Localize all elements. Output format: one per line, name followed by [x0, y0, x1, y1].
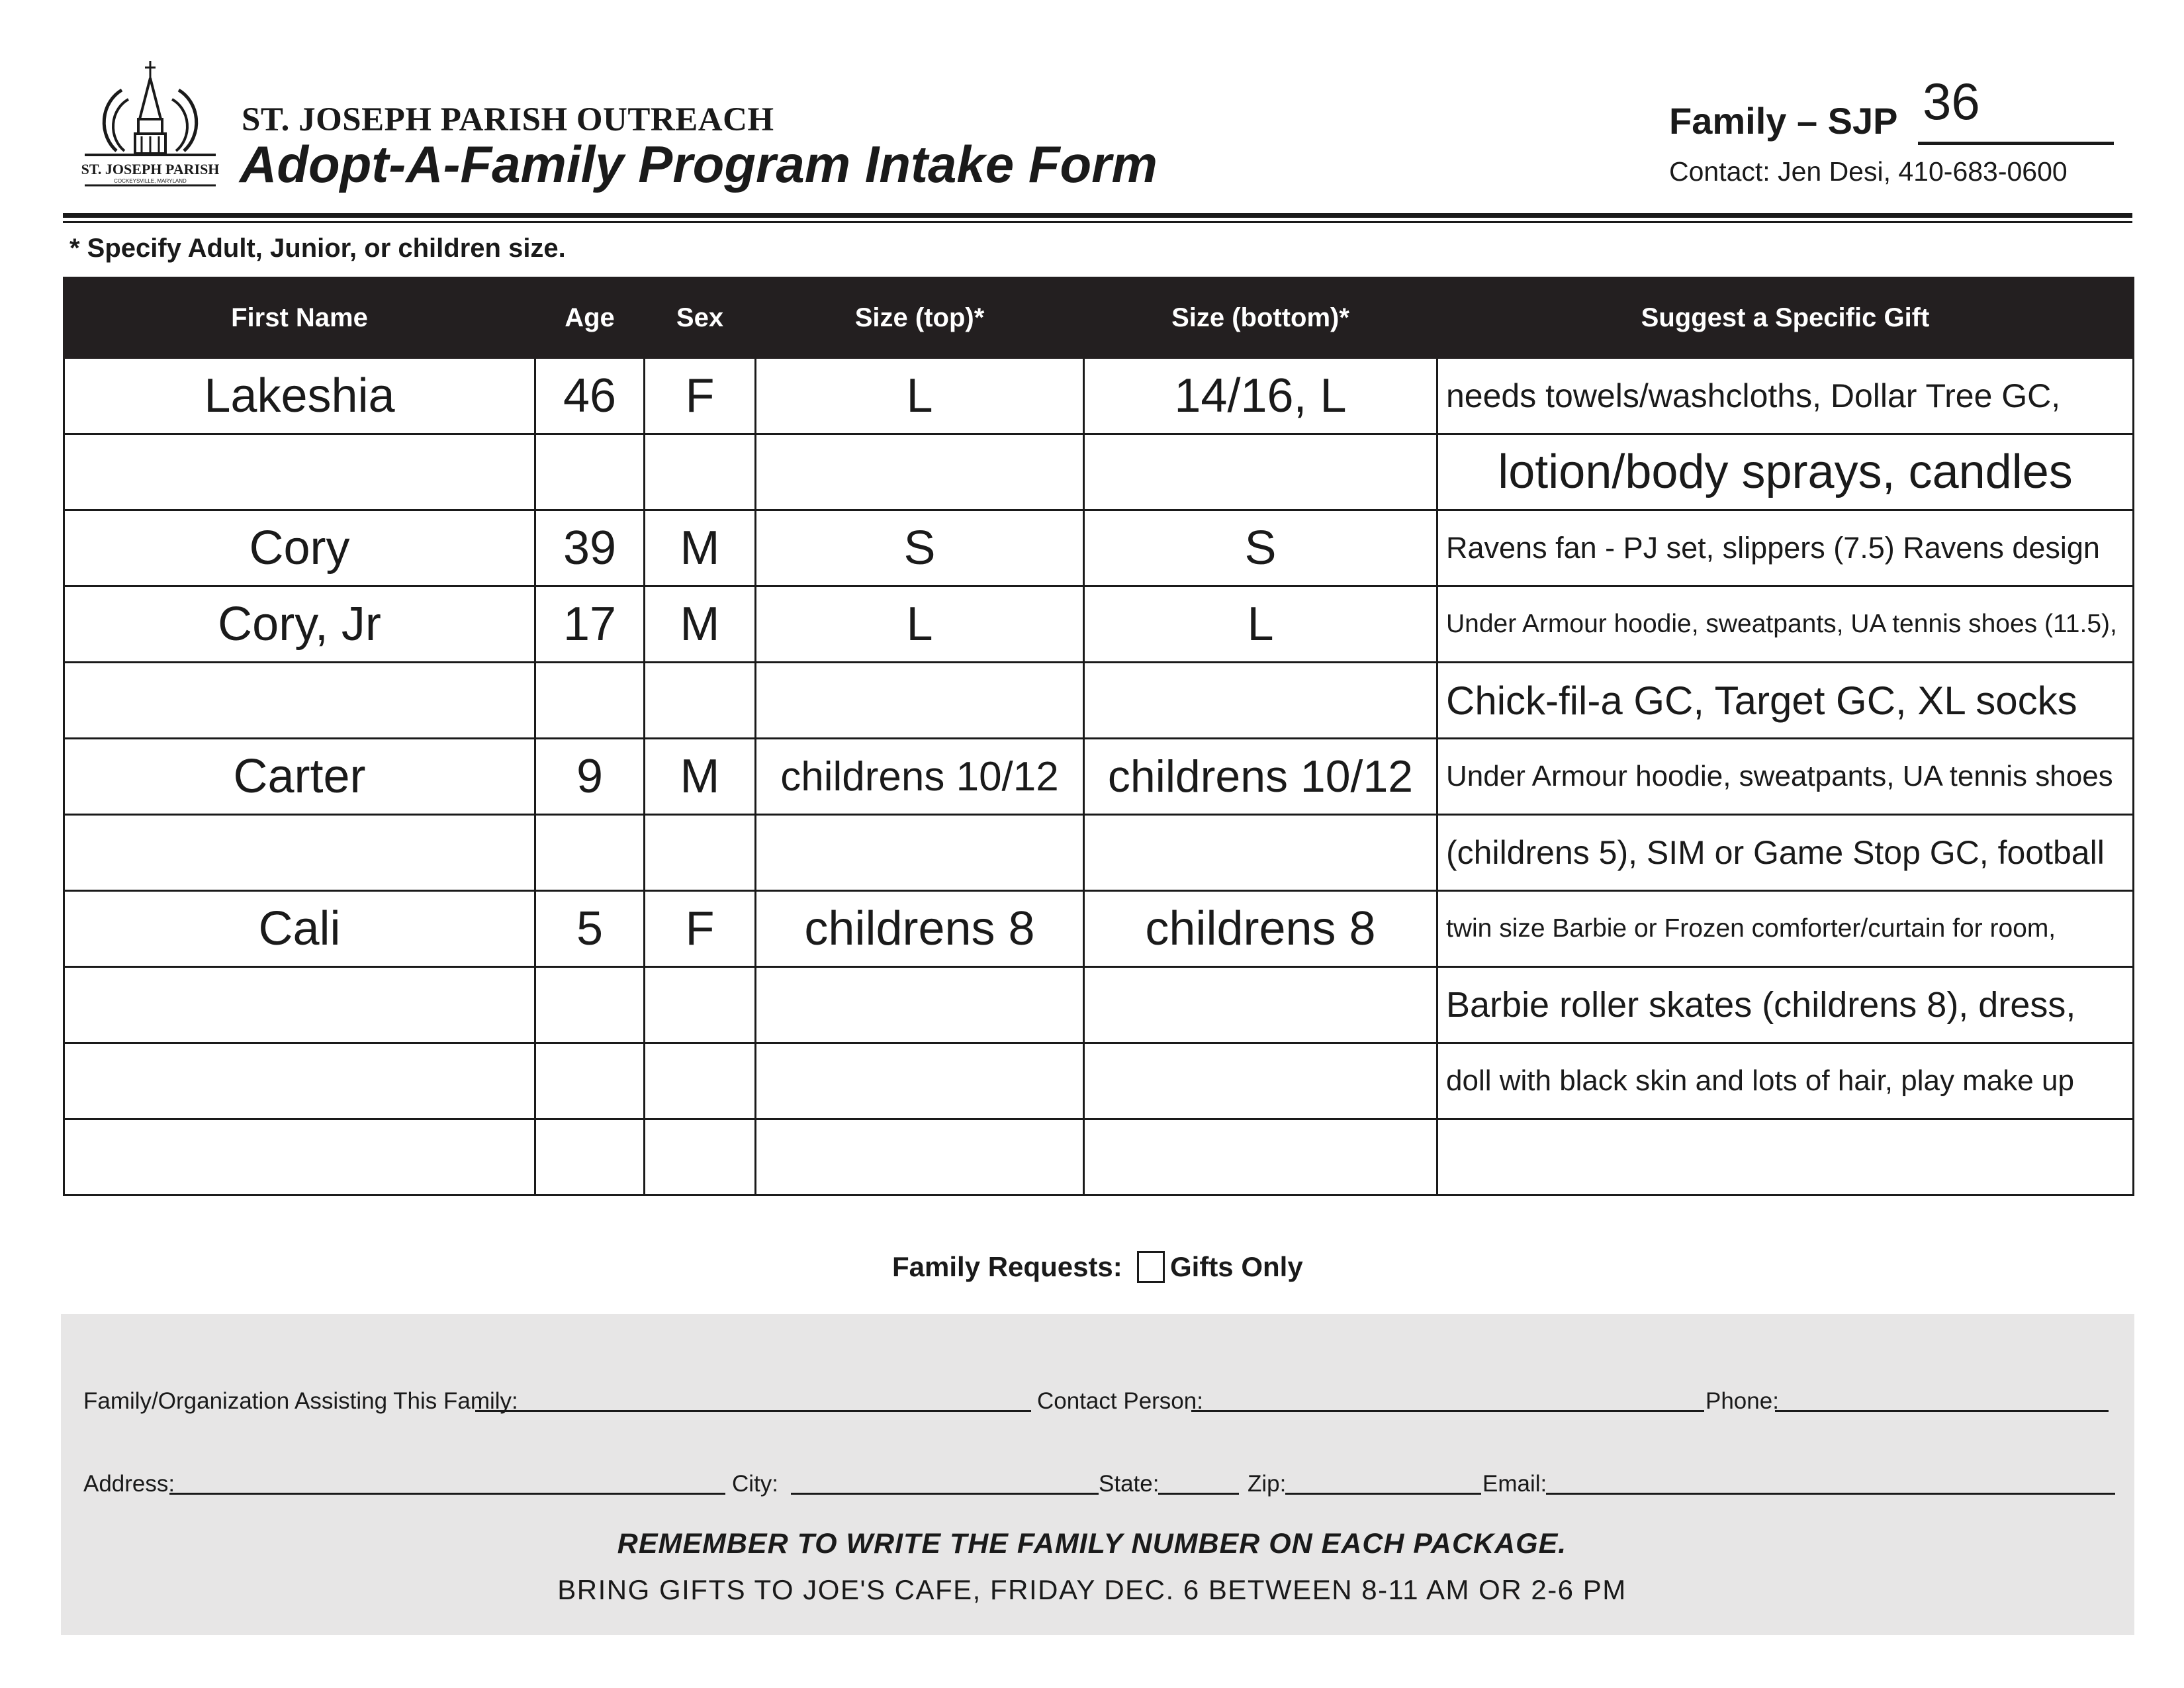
state-input[interactable]: [1158, 1493, 1239, 1495]
col-age: Age: [535, 278, 645, 358]
cell-size-bottom[interactable]: childrens 10/12: [1084, 739, 1437, 815]
table-row: [64, 663, 2134, 739]
cell-gift[interactable]: Ravens fan - PJ set, slippers (7.5) Ravens design: [1437, 510, 2134, 586]
family-org-label: Family/Organization Assisting This Family:: [83, 1388, 518, 1414]
cell-size-top[interactable]: L: [756, 586, 1084, 663]
cell-age[interactable]: [535, 815, 645, 891]
gifts-only-checkbox[interactable]: [1137, 1251, 1165, 1283]
cell-size-bottom[interactable]: L: [1084, 586, 1437, 663]
cell-gift[interactable]: [1437, 1119, 2134, 1196]
city-label: City:: [732, 1471, 778, 1497]
cell-age[interactable]: [535, 967, 645, 1043]
remember-note: REMEMBER TO WRITE THE FAMILY NUMBER ON EACH PACKAGE.: [617, 1528, 1567, 1560]
table-row: [64, 891, 2134, 967]
family-number-line: [1918, 142, 2114, 145]
cell-size-bottom[interactable]: 14/16, L: [1084, 358, 1437, 434]
table-row: [64, 1043, 2134, 1119]
cell-name[interactable]: [64, 815, 535, 891]
cell-age[interactable]: [535, 1119, 645, 1196]
cell-sex[interactable]: [645, 967, 756, 1043]
city-input[interactable]: [791, 1493, 1099, 1495]
cell-age[interactable]: [535, 663, 645, 739]
family-number[interactable]: 36: [1923, 72, 1980, 130]
contact-person-input[interactable]: [1191, 1410, 1704, 1412]
cell-size-bottom[interactable]: [1084, 967, 1437, 1043]
contact-person-label: Contact Person:: [1037, 1388, 1203, 1414]
col-size-top: Size (top)*: [756, 278, 1084, 358]
col-sex: Sex: [645, 278, 756, 358]
cell-gift[interactable]: lotion/body sprays, candles: [1437, 434, 2134, 510]
table-row: [64, 967, 2134, 1043]
cell-size-bottom[interactable]: [1084, 663, 1437, 739]
email-input[interactable]: [1546, 1493, 2115, 1495]
cell-sex[interactable]: [645, 663, 756, 739]
table-row: [64, 739, 2134, 815]
cell-gift[interactable]: Under Armour hoodie, sweatpants, UA tennis shoes: [1437, 739, 2134, 815]
cell-sex[interactable]: M: [645, 510, 756, 586]
table-row: [64, 434, 2134, 510]
parish-logo: [78, 58, 222, 199]
drop-off-note: BRING GIFTS TO JOE'S CAFE, FRIDAY DEC. 6 BETWEEN 8-11 AM OR 2-6 PM: [557, 1574, 1627, 1605]
cell-name[interactable]: [64, 1043, 535, 1119]
logo-text: ST. JOSEPH PARISH: [81, 161, 220, 177]
col-gift: Suggest a Specific Gift: [1437, 278, 2134, 358]
state-label: State:: [1099, 1471, 1160, 1497]
cell-sex[interactable]: M: [645, 739, 756, 815]
cell-size-bottom[interactable]: childrens 8: [1084, 891, 1437, 967]
table-header-row: [64, 278, 2134, 358]
table-row: [64, 586, 2134, 663]
cell-name[interactable]: Cali: [64, 891, 535, 967]
col-size-bottom: Size (bottom)*: [1084, 278, 1437, 358]
form-title: Adopt-A-Family Program Intake Form: [240, 135, 1158, 193]
org-name: ST. JOSEPH PARISH OUTREACH: [242, 101, 774, 138]
zip-input[interactable]: [1285, 1493, 1481, 1495]
cell-sex[interactable]: F: [645, 891, 756, 967]
cell-sex[interactable]: F: [645, 358, 756, 434]
col-first-name: First Name: [64, 278, 535, 358]
zip-label: Zip:: [1248, 1471, 1287, 1497]
cell-name[interactable]: [64, 434, 535, 510]
cell-name[interactable]: Carter: [64, 739, 535, 815]
cell-gift[interactable]: needs towels/washcloths, Dollar Tree GC,: [1437, 358, 2134, 434]
cell-size-top[interactable]: [756, 815, 1084, 891]
cell-size-top[interactable]: S: [756, 510, 1084, 586]
table-row: [64, 510, 2134, 586]
cell-size-top[interactable]: [756, 1043, 1084, 1119]
cell-gift[interactable]: Under Armour hoodie, sweatpants, UA tennis shoes (11.5),: [1437, 586, 2134, 663]
cell-size-top[interactable]: childrens 8: [756, 891, 1084, 967]
phone-label: Phone:: [1706, 1388, 1779, 1414]
cell-age[interactable]: [535, 1043, 645, 1119]
family-label: Family – SJP: [1669, 100, 1898, 142]
cell-age[interactable]: [535, 434, 645, 510]
cell-size-top[interactable]: [756, 967, 1084, 1043]
size-note: * Specify Adult, Junior, or children size.: [69, 234, 566, 263]
cell-gift[interactable]: Chick-fil-a GC, Target GC, XL socks: [1437, 663, 2134, 739]
cell-sex[interactable]: [645, 1119, 756, 1196]
cell-size-top[interactable]: [756, 434, 1084, 510]
email-label: Email:: [1482, 1471, 1547, 1497]
intake-table: [63, 277, 2134, 1196]
cell-sex[interactable]: [645, 815, 756, 891]
table-row: [64, 815, 2134, 891]
cell-size-top[interactable]: childrens 10/12: [756, 739, 1084, 815]
cell-name[interactable]: Lakeshia: [64, 358, 535, 434]
family-org-input[interactable]: [475, 1410, 1031, 1412]
cell-size-bottom[interactable]: [1084, 1119, 1437, 1196]
address-label: Address:: [83, 1471, 175, 1497]
cell-size-bottom[interactable]: [1084, 815, 1437, 891]
cell-sex[interactable]: M: [645, 586, 756, 663]
table-row: [64, 1119, 2134, 1196]
cell-age[interactable]: 46: [535, 358, 645, 434]
address-input[interactable]: [169, 1493, 725, 1495]
header-rule: [63, 213, 2132, 218]
cell-age[interactable]: 9: [535, 739, 645, 815]
cell-size-bottom[interactable]: [1084, 434, 1437, 510]
cell-name[interactable]: Cory: [64, 510, 535, 586]
cell-gift[interactable]: Barbie roller skates (childrens 8), dress,: [1437, 967, 2134, 1043]
table-row: [64, 358, 2134, 434]
cell-size-top[interactable]: [756, 1119, 1084, 1196]
phone-input[interactable]: [1775, 1410, 2109, 1412]
cell-size-top[interactable]: [756, 663, 1084, 739]
cell-name[interactable]: [64, 967, 535, 1043]
contact-info: Contact: Jen Desi, 410-683-0600: [1669, 156, 2068, 187]
cell-age[interactable]: 39: [535, 510, 645, 586]
cell-name[interactable]: Cory, Jr: [64, 586, 535, 663]
cell-gift[interactable]: (childrens 5), SIM or Game Stop GC, football: [1437, 815, 2134, 891]
cell-sex[interactable]: [645, 434, 756, 510]
cell-gift[interactable]: doll with black skin and lots of hair, play make up: [1437, 1043, 2134, 1119]
header-rule-thin: [63, 221, 2132, 223]
cell-size-top[interactable]: L: [756, 358, 1084, 434]
cell-size-bottom[interactable]: [1084, 1043, 1437, 1119]
logo-subtext: COCKEYSVILLE, MARYLAND: [114, 178, 187, 184]
cell-name[interactable]: [64, 663, 535, 739]
gifts-only-label: Gifts Only: [1170, 1251, 1303, 1282]
cell-age[interactable]: 17: [535, 586, 645, 663]
cell-age[interactable]: 5: [535, 891, 645, 967]
family-requests-label: Family Requests:: [892, 1251, 1122, 1282]
cell-sex[interactable]: [645, 1043, 756, 1119]
cell-name[interactable]: [64, 1119, 535, 1196]
cell-gift[interactable]: twin size Barbie or Frozen comforter/curtain for room,: [1437, 891, 2134, 967]
cell-size-bottom[interactable]: S: [1084, 510, 1437, 586]
